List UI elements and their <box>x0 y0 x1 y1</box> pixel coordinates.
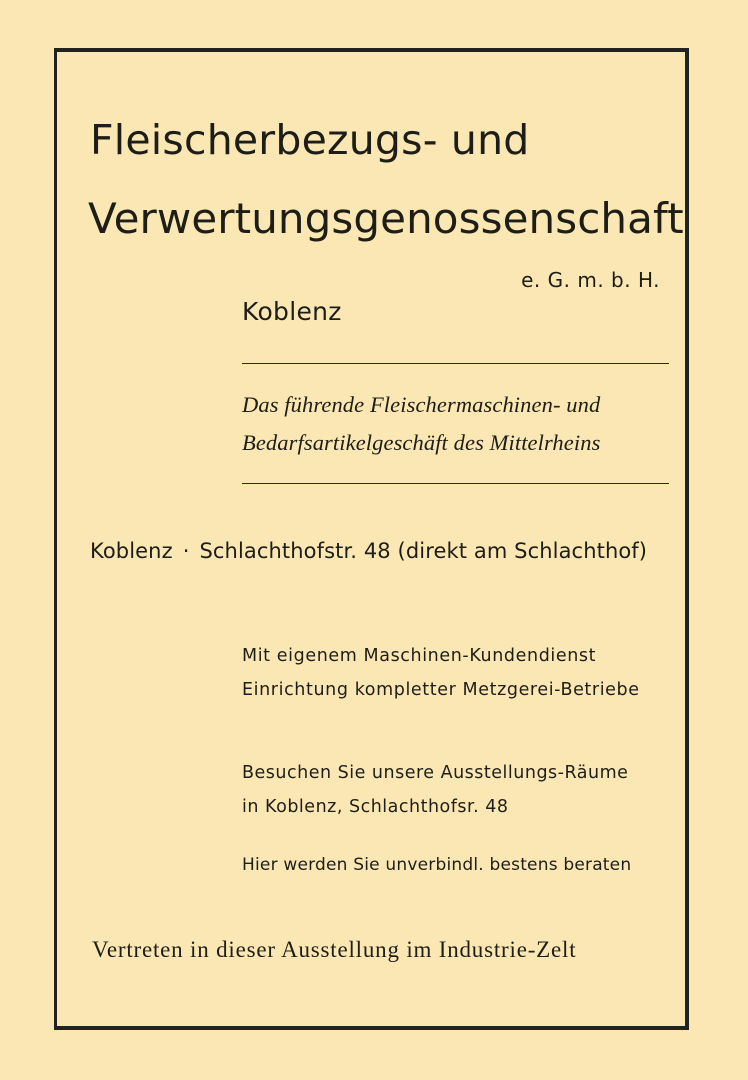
slogan-line2: Bedarfsartikelgeschäft des Mittelrheins <box>242 430 601 455</box>
service-line2: Einrichtung kompletter Metzgerei-Betriebe <box>242 680 640 700</box>
legal-form: e. G. m. b. H. <box>521 268 660 292</box>
visit-line2: in Koblenz, Schlachthofsr. 48 <box>242 797 509 817</box>
visit-line1: Besuchen Sie unsere Ausstellungs-Räume <box>242 763 629 783</box>
company-name-line1: Fleischerbezugs- und <box>90 116 530 164</box>
divider-top <box>242 363 669 364</box>
divider-bottom <box>242 483 669 484</box>
address-street: Schlachthofstr. 48 (direkt am Schlachthof) <box>199 539 648 563</box>
slogan-line1: Das führende Fleischermaschinen- und <box>242 392 601 417</box>
service-line1: Mit eigenem Maschinen-Kundendienst <box>242 646 597 666</box>
company-name-line2: Verwertungsgenossenschaft <box>88 194 684 243</box>
address-separator: · <box>182 539 190 563</box>
exhibition-location: Vertreten in dieser Ausstellung im Industrie-Zelt <box>92 937 577 962</box>
advice-line: Hier werden Sie unverbindl. bestens beraten <box>242 855 632 875</box>
company-city: Koblenz <box>242 297 342 326</box>
address-city: Koblenz <box>90 539 173 563</box>
address-line <box>90 539 647 563</box>
